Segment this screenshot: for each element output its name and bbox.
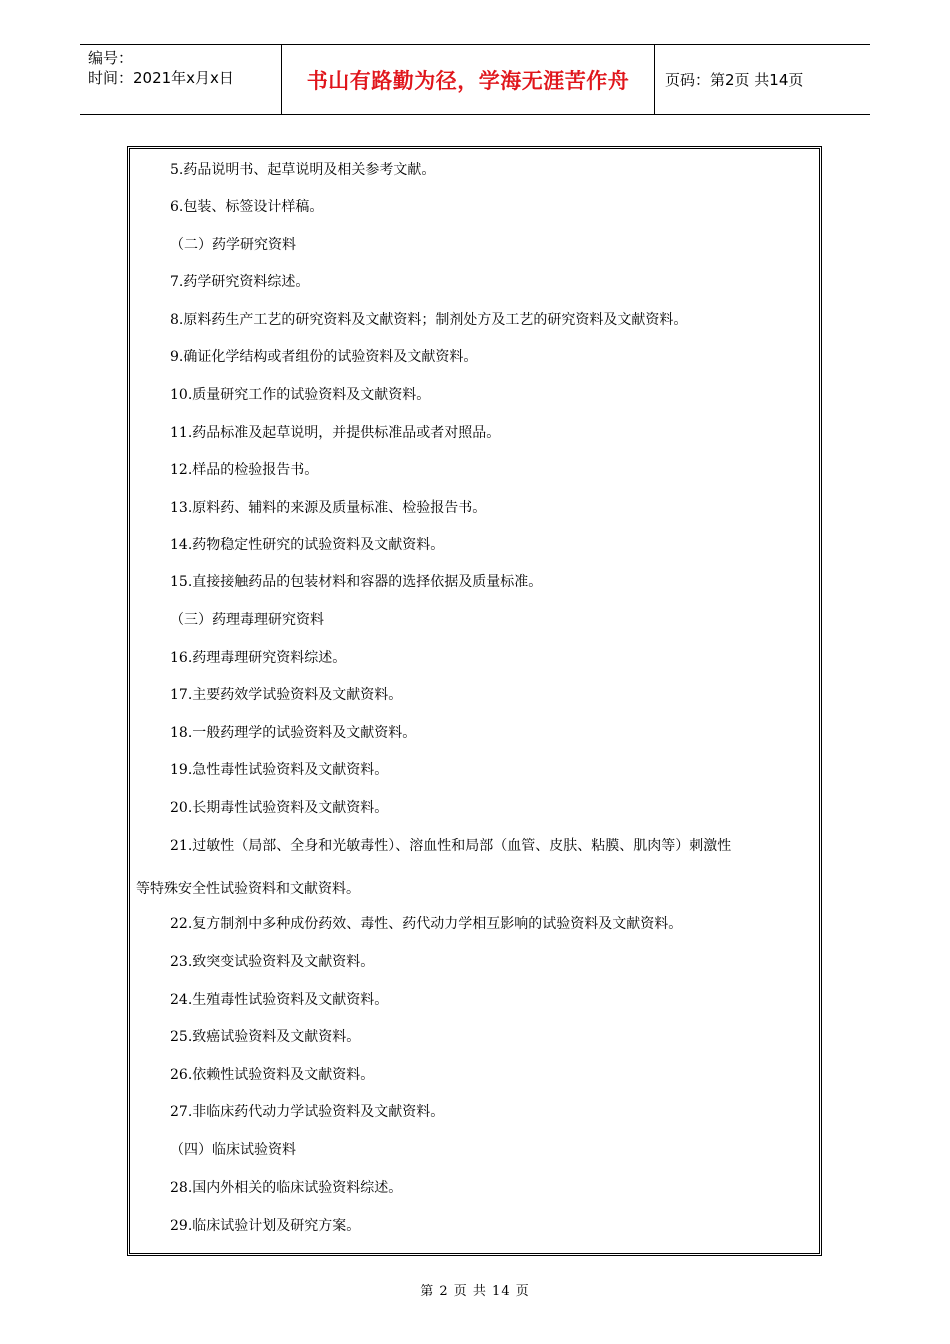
document-line: 6.包装、标签设计样稿。: [170, 199, 324, 215]
document-line: 13.原料药、辅料的来源及质量标准、检验报告书。: [170, 500, 487, 516]
document-line: （三）药理毒理研究资料: [170, 612, 324, 628]
document-line: 11.药品标准及起草说明，并提供标准品或者对照品。: [170, 425, 501, 441]
header-motto: 书山有路勤为径，学海无涯苦作舟: [306, 68, 630, 93]
page-header: [80, 44, 870, 115]
document-line: 10.质量研究工作的试验资料及文献资料。: [170, 387, 431, 403]
page-footer: 第 2 页 共 14 页: [420, 1284, 530, 1299]
document-line: 19.急性毒性试验资料及文献资料。: [170, 762, 389, 778]
content-frame: [127, 146, 822, 1256]
document-line: 29.临床试验计划及研究方案。: [170, 1218, 361, 1234]
document-line: 5.药品说明书、起草说明及相关参考文献。: [170, 162, 436, 178]
document-line: 14.药物稳定性研究的试验资料及文献资料。: [170, 537, 445, 553]
document-line: 20.长期毒性试验资料及文献资料。: [170, 800, 389, 816]
document-line: 18.一般药理学的试验资料及文献资料。: [170, 725, 417, 741]
document-line: 22.复方制剂中多种成份药效、毒性、药代动力学相互影响的试验资料及文献资料。: [170, 916, 683, 932]
document-line: 21.过敏性（局部、全身和光敏毒性）、溶血性和局部（血管、皮肤、粘膜、肌肉等）刺激性: [170, 838, 732, 854]
document-line: （二）药学研究资料: [170, 237, 296, 253]
document-line: 23.致突变试验资料及文献资料。: [170, 954, 375, 970]
header-meta: [88, 48, 234, 88]
document-date: 时间：2021年x月x日: [88, 69, 234, 87]
document-line: 27.非临床药代动力学试验资料及文献资料。: [170, 1104, 445, 1120]
document-line: 24.生殖毒性试验资料及文献资料。: [170, 992, 389, 1008]
document-line: 12.样品的检验报告书。: [170, 462, 319, 478]
document-line: 15.直接接触药品的包装材料和容器的选择依据及质量标准。: [170, 574, 543, 590]
document-line: 9.确证化学结构或者组份的试验资料及文献资料。: [170, 349, 478, 365]
document-line: 等特殊安全性试验资料和文献资料。: [136, 881, 360, 897]
document-line: （四）临床试验资料: [170, 1142, 296, 1158]
document-line: 17.主要药效学试验资料及文献资料。: [170, 687, 403, 703]
document-line: 16.药理毒理研究资料综述。: [170, 650, 347, 666]
document-line: 26.依赖性试验资料及文献资料。: [170, 1067, 375, 1083]
header-divider: [654, 45, 655, 114]
document-line: 28.国内外相关的临床试验资料综述。: [170, 1180, 403, 1196]
document-line: 7.药学研究资料综述。: [170, 274, 310, 290]
document-number: 编号：: [88, 49, 134, 67]
header-page-info: 页码：第2页 共14页: [665, 71, 804, 89]
document-line: 8.原料药生产工艺的研究资料及文献资料；制剂处方及工艺的研究资料及文献资料。: [170, 312, 688, 328]
document-line: 25.致癌试验资料及文献资料。: [170, 1029, 361, 1045]
